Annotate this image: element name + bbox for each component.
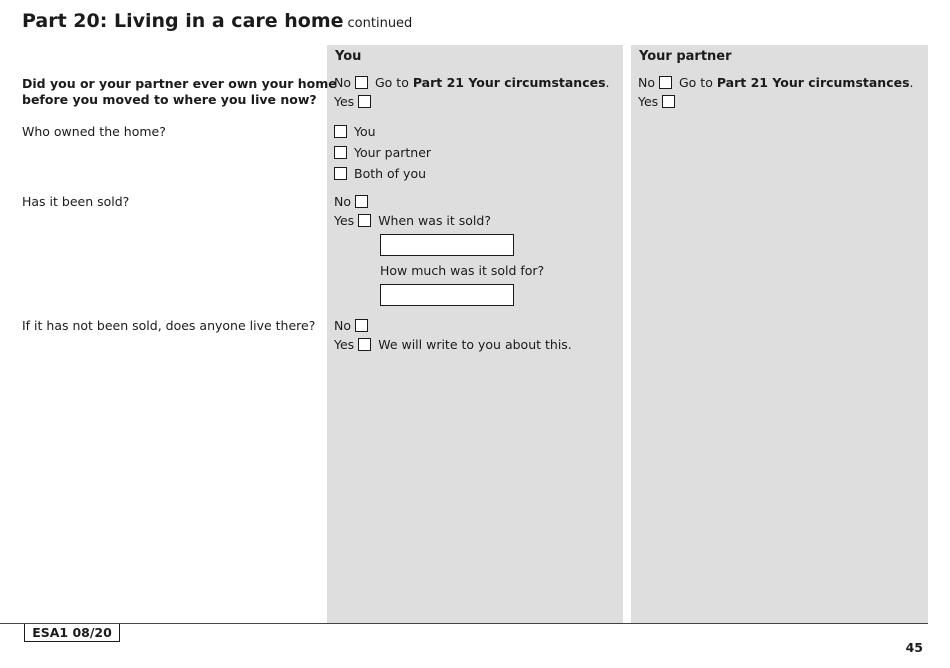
question-who-owned: Who owned the home?: [22, 124, 166, 139]
when-sold-input[interactable]: [380, 234, 514, 256]
how-much-label-row: [380, 263, 544, 278]
yes-label: Yes: [334, 337, 355, 352]
who-owned-partner-label: Your partner: [354, 145, 432, 160]
question-owned-home-line1: Did you or your partner ever own your home: [22, 76, 337, 91]
sold-yes-checkbox[interactable]: [358, 214, 371, 227]
no-label: No: [334, 194, 351, 209]
who-owned-both-label: Both of you: [354, 166, 427, 181]
yes-label: Yes: [334, 94, 355, 109]
how-much-input[interactable]: [380, 284, 514, 306]
yes-label: Yes: [334, 213, 355, 228]
question-sold: Has it been sold?: [22, 194, 130, 209]
partner-column-heading: Your partner: [639, 49, 732, 64]
you-owned-no-checkbox[interactable]: [355, 76, 368, 89]
partner-owned-yes-checkbox[interactable]: [662, 95, 675, 108]
footer-rule: [0, 623, 928, 624]
partner-owned-yes-row: [638, 94, 675, 109]
yes-label: Yes: [638, 94, 659, 109]
who-owned-you-row: [334, 124, 376, 139]
partner-owned-no-row: [638, 75, 914, 90]
lives-yes-row: [334, 337, 572, 352]
you-owned-yes-checkbox[interactable]: [358, 95, 371, 108]
when-sold-label: When was it sold?: [378, 213, 491, 228]
how-much-label: How much was it sold for?: [380, 263, 545, 278]
no-label: No: [334, 75, 351, 90]
who-owned-partner-checkbox[interactable]: [334, 146, 347, 159]
question-lives-there: If it has not been sold, does anyone live there?: [22, 318, 316, 333]
goto-note: Go to Part 21 Your circumstances.: [375, 75, 610, 90]
page-number: 45: [905, 640, 923, 655]
you-column-heading: You: [335, 49, 362, 64]
partner-owned-no-checkbox[interactable]: [659, 76, 672, 89]
goto-note: Go to Part 21 Your circumstances.: [679, 75, 914, 90]
you-owned-yes-row: [334, 94, 371, 109]
sold-no-row: [334, 194, 368, 209]
who-owned-you-label: You: [354, 124, 376, 139]
lives-no-checkbox[interactable]: [355, 319, 368, 332]
page-title-suffix: continued: [347, 16, 413, 31]
you-owned-no-row: [334, 75, 610, 90]
form-code: ESA1 08/20: [24, 624, 120, 642]
no-label: No: [638, 75, 655, 90]
lives-yes-checkbox[interactable]: [358, 338, 371, 351]
lives-no-row: [334, 318, 368, 333]
sold-yes-row: [334, 213, 491, 228]
who-owned-you-checkbox[interactable]: [334, 125, 347, 138]
write-to-you-note: We will write to you about this.: [378, 337, 572, 352]
who-owned-both-row: [334, 166, 426, 181]
page-title-text: Part 20: Living in a care home: [22, 10, 344, 32]
who-owned-partner-row: [334, 145, 431, 160]
page-title: [22, 10, 412, 32]
who-owned-both-checkbox[interactable]: [334, 167, 347, 180]
question-owned-home-line2: before you moved to where you live now?: [22, 92, 317, 107]
partner-column: [631, 45, 928, 623]
no-label: No: [334, 318, 351, 333]
question-owned-home: [22, 76, 337, 108]
sold-no-checkbox[interactable]: [355, 195, 368, 208]
